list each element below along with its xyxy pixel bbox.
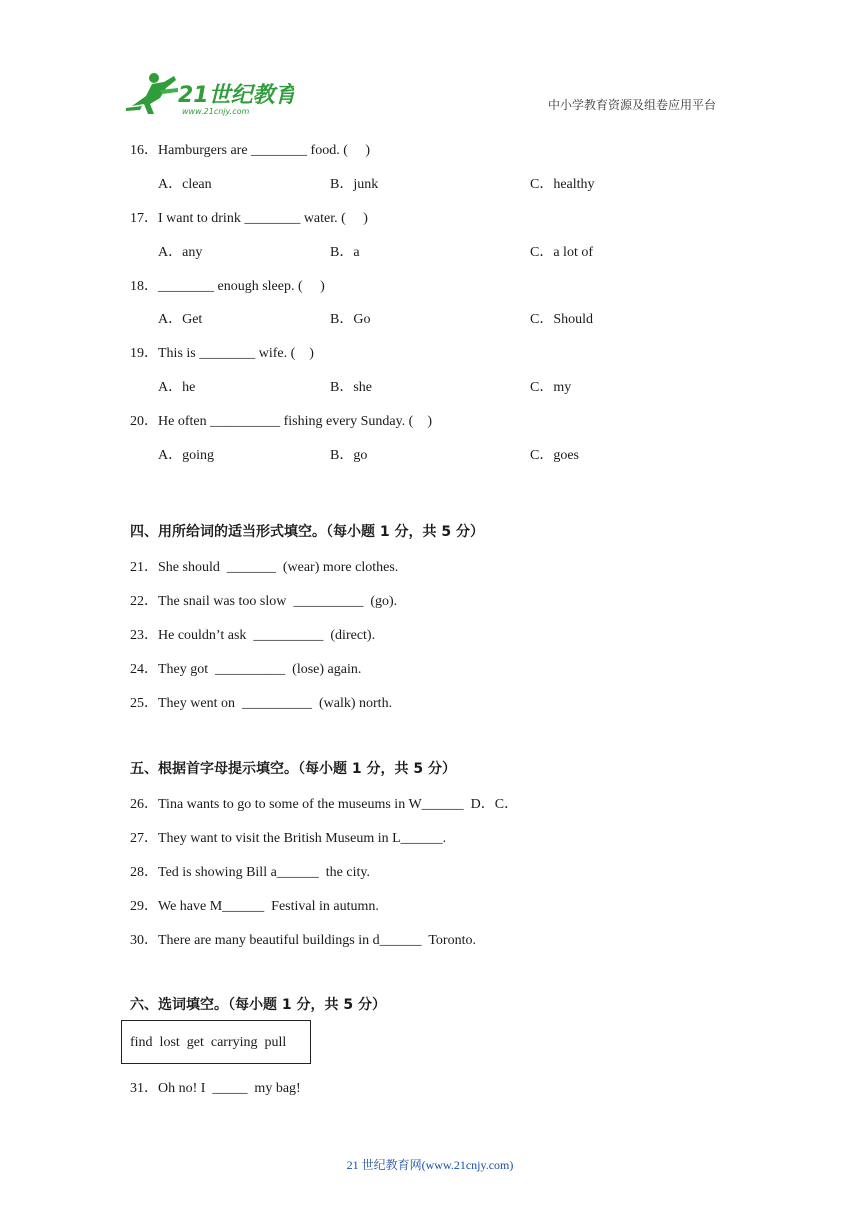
logo-url: www.21cnjy.com xyxy=(182,107,250,116)
question-30: 30．There are many beautiful buildings in d______ Toronto. xyxy=(130,933,476,948)
section-5-title: 五、根据首字母提示填空。（每小题 1 分，共 5 分） xyxy=(130,761,456,777)
q20-option-c: C．goes xyxy=(530,448,579,463)
page-footer: 21 世纪教育网(www.21cnjy.com) xyxy=(346,1158,514,1172)
question-16: 16．Hamburgers are ________ food. ( ) xyxy=(130,143,371,158)
q17-option-b: B．a xyxy=(330,245,360,260)
question-21: 21．She should _______ (wear) more clothes. xyxy=(130,560,399,575)
q17-option-a: A．any xyxy=(158,245,203,260)
question-18: 18．________ enough sleep. ( ) xyxy=(130,279,325,294)
q19-option-c: C．my xyxy=(530,380,572,395)
q19-option-a: A．he xyxy=(158,380,196,395)
question-27: 27．They want to visit the British Museum in L______. xyxy=(130,831,447,846)
word-bank-box: find lost get carrying pull xyxy=(121,1020,311,1064)
question-31: 31．Oh no! I _____ my bag! xyxy=(130,1081,301,1096)
q16-option-b: B．junk xyxy=(330,177,379,192)
question-17: 17．I want to drink ________ water. ( ) xyxy=(130,211,368,226)
q16-option-a: A．clean xyxy=(158,177,212,192)
question-19: 19．This is ________ wife. ( ) xyxy=(130,346,314,361)
q16-option-c: C．healthy xyxy=(530,177,595,192)
q18-option-c: C．Should xyxy=(530,312,594,327)
question-25: 25．They went on __________ (walk) north. xyxy=(130,696,393,711)
section-6-title: 六、选词填空。（每小题 1 分，共 5 分） xyxy=(130,997,386,1013)
q20-option-a: A．going xyxy=(158,448,214,463)
q18-option-a: A．Get xyxy=(158,312,203,327)
site-logo xyxy=(124,70,294,116)
question-23: 23．He couldn’t ask __________ (direct). xyxy=(130,628,376,643)
question-24: 24．They got __________ (lose) again. xyxy=(130,662,362,677)
question-26: 26．Tina wants to go to some of the museums in W______ D．C． xyxy=(130,797,519,812)
header-platform-text: 中小学教育资源及组卷应用平台 xyxy=(548,98,717,112)
question-29: 29．We have M______ Festival in autumn. xyxy=(130,899,379,914)
runner-icon xyxy=(126,73,178,114)
q17-option-c: C．a lot of xyxy=(530,245,593,260)
section-4-title: 四、用所给词的适当形式填空。（每小题 1 分，共 5 分） xyxy=(130,524,484,540)
q19-option-b: B．she xyxy=(330,380,372,395)
q20-option-b: B．go xyxy=(330,448,368,463)
question-22: 22．The snail was too slow __________ (go). xyxy=(130,594,398,609)
q18-option-b: B．Go xyxy=(330,312,371,327)
question-28: 28．Ted is showing Bill a______ the city. xyxy=(130,865,370,880)
logo-text: 21世纪教育 xyxy=(178,83,294,108)
question-20: 20．He often __________ fishing every Sunday. ( ) xyxy=(130,414,432,429)
